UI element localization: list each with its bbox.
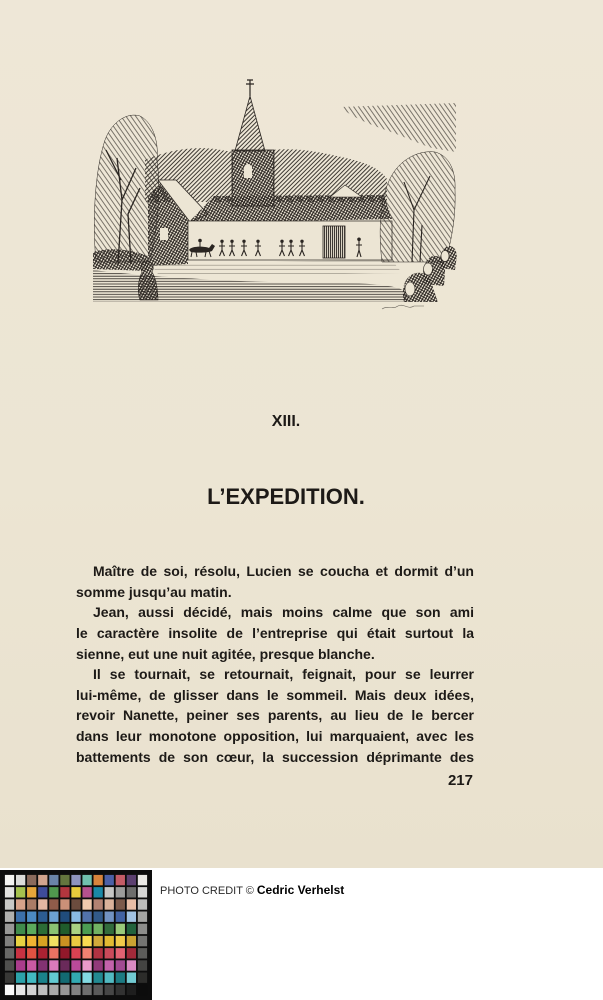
text-line: dans leur monotone opposition, lui marquaient, avec les	[76, 728, 474, 745]
color-patch	[94, 985, 103, 995]
sky-hatching	[340, 103, 456, 152]
color-patch	[105, 948, 114, 958]
color-patch	[5, 924, 14, 934]
color-patch	[94, 887, 103, 897]
color-patch	[60, 936, 69, 946]
chapter-title: L’EXPEDITION.	[207, 484, 365, 509]
color-patch	[16, 985, 25, 995]
color-patch	[16, 936, 25, 946]
barn-roof	[188, 195, 392, 223]
color-patch	[38, 960, 47, 970]
color-patch	[138, 875, 147, 885]
color-patch	[94, 875, 103, 885]
color-patch	[116, 985, 125, 995]
color-patch	[49, 936, 58, 946]
color-patch	[16, 960, 25, 970]
color-patch	[94, 924, 103, 934]
paragraph	[76, 602, 474, 664]
color-patch	[27, 936, 36, 946]
color-patch	[49, 985, 58, 995]
text-line: sienne, eut une nuit agitée, presque blanche.	[76, 645, 375, 662]
text-line: le caractère insolite de l’entreprise qui était surtout la	[76, 624, 474, 641]
text-line: Il se tournait, se retournait, feignait, pour se leurrer	[93, 666, 474, 683]
color-patch	[127, 960, 136, 970]
color-patch	[38, 924, 47, 934]
color-patch	[60, 924, 69, 934]
color-patch	[49, 899, 58, 909]
color-patch	[127, 887, 136, 897]
color-patch	[71, 936, 80, 946]
color-patch	[38, 899, 47, 909]
photo-credit	[160, 882, 344, 899]
color-patch	[138, 899, 147, 909]
color-patch	[27, 875, 36, 885]
tower-window	[244, 164, 252, 178]
color-patch	[38, 973, 47, 983]
color-patch	[5, 899, 14, 909]
photo-credit-name: Cedric Verhelst	[256, 883, 345, 897]
color-patch	[60, 887, 69, 897]
color-patch	[60, 875, 69, 885]
color-patch	[27, 924, 36, 934]
color-patch	[27, 960, 36, 970]
color-patch	[38, 936, 47, 946]
paragraph	[76, 664, 474, 767]
color-patch	[116, 948, 125, 958]
color-patch	[82, 948, 91, 958]
color-patch	[82, 887, 91, 897]
color-patch	[138, 887, 147, 897]
color-patch	[71, 948, 80, 958]
color-patch	[138, 960, 147, 970]
color-patch	[38, 985, 47, 995]
color-patch	[82, 924, 91, 934]
text-line: revoir Nanette, peiner ses parents, au lieu de le bercer	[76, 707, 474, 724]
color-patch	[116, 960, 125, 970]
color-patch	[138, 936, 147, 946]
onlooker-face	[424, 263, 433, 275]
color-patch	[38, 875, 47, 885]
color-patch	[116, 912, 125, 922]
color-patch	[105, 985, 114, 995]
color-patch	[60, 973, 69, 983]
color-patch	[105, 875, 114, 885]
color-patch	[60, 948, 69, 958]
color-patch	[127, 875, 136, 885]
color-patch	[49, 887, 58, 897]
color-patch	[5, 948, 14, 958]
color-patch	[116, 973, 125, 983]
color-patch	[105, 887, 114, 897]
body-text	[76, 561, 474, 767]
color-patch	[71, 973, 80, 983]
color-patch	[27, 887, 36, 897]
color-patch	[105, 912, 114, 922]
color-patch	[127, 899, 136, 909]
chapter-illustration	[88, 74, 460, 314]
barn-door	[323, 226, 345, 258]
color-patch	[16, 912, 25, 922]
photo-credit-label: PHOTO CREDIT ©	[160, 885, 254, 897]
color-patch	[127, 912, 136, 922]
color-patch	[27, 912, 36, 922]
color-patch	[16, 899, 25, 909]
color-patch	[138, 912, 147, 922]
color-patch	[5, 960, 14, 970]
color-patch	[82, 973, 91, 983]
color-patch	[116, 899, 125, 909]
color-patch	[105, 960, 114, 970]
color-patch	[71, 985, 80, 995]
color-patch	[138, 973, 147, 983]
color-patch	[60, 899, 69, 909]
weathervane	[246, 80, 254, 96]
color-patch	[60, 985, 69, 995]
color-patch	[49, 875, 58, 885]
color-patch	[82, 899, 91, 909]
color-patch	[82, 912, 91, 922]
color-patch	[16, 924, 25, 934]
color-patch	[105, 973, 114, 983]
color-patch	[82, 875, 91, 885]
color-patch	[71, 875, 80, 885]
color-patch	[116, 887, 125, 897]
color-patch	[116, 936, 125, 946]
color-patch	[127, 948, 136, 958]
color-patch	[38, 948, 47, 958]
text-line: somme jusqu’au matin.	[76, 583, 232, 600]
color-patch	[116, 924, 125, 934]
color-patch	[60, 960, 69, 970]
color-patch	[49, 960, 58, 970]
color-patch	[60, 912, 69, 922]
road	[150, 260, 402, 277]
color-patch	[5, 912, 14, 922]
text-line: Maître de soi, résolu, Lucien se coucha et dormit d’un	[93, 563, 474, 579]
color-patch	[5, 985, 14, 995]
color-patch	[105, 899, 114, 909]
rider-head	[198, 239, 202, 243]
color-patch	[82, 985, 91, 995]
color-patch	[71, 887, 80, 897]
color-patch	[16, 973, 25, 983]
right-tree	[380, 152, 455, 262]
paragraph	[76, 561, 474, 602]
color-patch	[116, 875, 125, 885]
color-patch	[127, 936, 136, 946]
color-patch	[138, 948, 147, 958]
color-patch	[138, 985, 147, 995]
house-window	[160, 228, 168, 240]
onlooker-face	[405, 282, 415, 296]
color-patch	[82, 936, 91, 946]
color-calibration-chart	[0, 870, 152, 1000]
color-patch	[105, 924, 114, 934]
color-patch	[138, 924, 147, 934]
color-patch	[27, 985, 36, 995]
color-patch	[71, 899, 80, 909]
color-patch	[82, 960, 91, 970]
color-patch	[127, 985, 136, 995]
text-line: battements de son cœur, la succession déprimante des	[76, 748, 474, 765]
text-line: lui-même, de glisser dans le sommeil. Mais deux idées,	[76, 686, 474, 703]
color-patch	[5, 875, 14, 885]
artist-signature	[382, 305, 424, 309]
church-spire	[235, 96, 265, 151]
color-patch	[38, 912, 47, 922]
color-patch	[94, 948, 103, 958]
distant-hills-right	[273, 149, 387, 202]
color-patch	[5, 936, 14, 946]
color-patch	[94, 973, 103, 983]
color-patch	[71, 912, 80, 922]
color-patch	[49, 948, 58, 958]
color-patch	[16, 887, 25, 897]
color-patch	[105, 936, 114, 946]
color-patch	[127, 924, 136, 934]
text-line: Jean, aussi décidé, mais moins calme que son ami	[93, 604, 474, 621]
color-patch	[49, 924, 58, 934]
color-patch	[49, 973, 58, 983]
color-patch	[71, 960, 80, 970]
color-patch	[16, 948, 25, 958]
color-patch	[94, 912, 103, 922]
chapter-number: XIII.	[271, 413, 301, 430]
color-patch	[94, 936, 103, 946]
color-patch	[5, 973, 14, 983]
color-patch	[71, 924, 80, 934]
color-patch	[49, 912, 58, 922]
color-patch	[38, 887, 47, 897]
color-patch	[94, 899, 103, 909]
color-patch	[94, 960, 103, 970]
color-patch	[27, 948, 36, 958]
color-patch	[27, 899, 36, 909]
page-number: 217	[447, 772, 473, 789]
color-patch	[127, 973, 136, 983]
color-patch	[16, 875, 25, 885]
color-patch	[5, 887, 14, 897]
color-patch	[27, 973, 36, 983]
